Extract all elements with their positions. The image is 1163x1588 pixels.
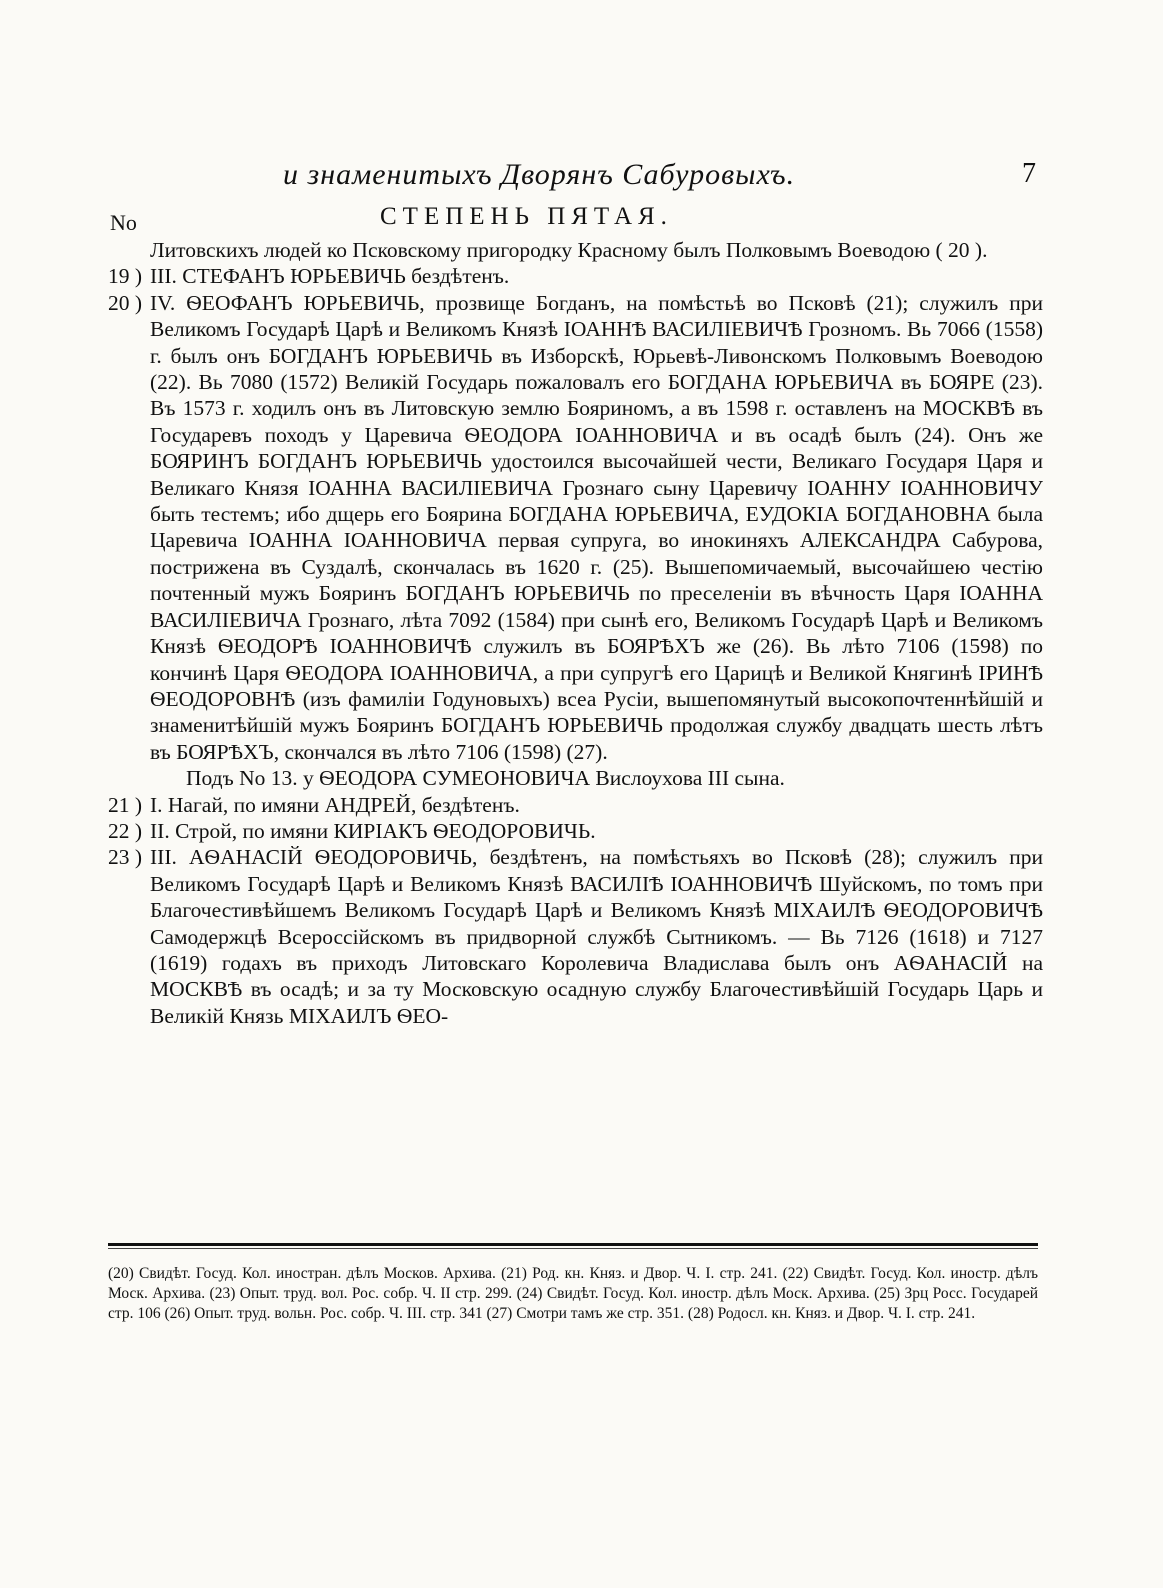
page-number: 7 <box>1022 158 1036 189</box>
footnote-divider-thin <box>108 1248 1038 1249</box>
entry-text: IV. ѲЕОФАНЪ ЮРЬЕВИЧЬ, прозвище Богданъ, на помѣстьѣ во Псковѣ (21); служилъ при Великомъ Государѣ Царѣ и Великомъ Князѣ ІОАННѢ ВАСИЛІЕВИЧѢ Грозномъ. Вь 7066 (1558) г. былъ онъ БОГДАНЪ ЮРЬЕВИЧЬ въ Изборскѣ, Юрьевѣ-Ливонскомъ Полковымъ Воеводою (22). Вь 7080 (1572) Великій Государь пожаловалъ его БОГДАНА ЮРЬЕВИЧА въ БОЯРЕ (23). Въ 1573 г. ходилъ онъ въ Литовскую землю Бояриномъ, а въ 1598 г. оставленъ на МОСКВѢ въ Государевъ походъ у Царевича ѲЕОДОРА ІОАННОВИЧА и въ осадѣ былъ (24). Онъ же БОЯРИНЪ БОГДАНЪ ЮРЬЕВИЧЬ удостоился высочайшей чести, Великаго Государя Царя и Великаго Князя ІОАННА ВАСИЛІЕВИЧА Грознаго сыну Царевичу ІОАННУ ІОАННОВИЧУ быть тестемъ; ибо дщерь его Боярина БОГДАНА ЮРЬЕВИЧА, ЕУДОКІА БОГДАНОВНА была Царевича ІОАННА ІОАННОВИЧА первая супруга, во инокиняхъ АЛЕКСАНДРА Сабурова, пострижена въ Суздалѣ, скончалась въ 1620 г. (25). Вышепомичаемый, высочайшею честію почтенный мужъ Бояринъ БОГДАНЪ ЮРЬЕВИЧЬ по преселеніи въ вѣчность Царя ІОАННА ВАСИЛІЕВИЧА Грознаго, лѣта 7092 (1584) при сынѣ его, Великомъ Государѣ Царѣ и Великомъ Князѣ ѲЕОДОРѢ ІОАННОВИЧѢ служилъ въ БОЯРѢХЪ же (26). Вь лѣто 7106 (1598) по кончинѣ Царя ѲЕОДОРА ІОАННОВИЧА, а при супругѣ его Царицѣ и Великой Княгинѣ ІРИНѢ ѲЕОДОРОВНѢ (изъ фамиліи Годуновыхъ) всеа Русіи, вышепомянутый высокопочтеннѣйшій и знаменитѣйшій мужъ Бояринъ БОГДАНЪ ЮРЬЕВИЧЬ продолжая службу двадцать шесть лѣтъ въ БОЯРѢХЪ, скончался въ лѣто 7106 (1598) (27). <box>150 290 1043 764</box>
entry-text: III. СТЕФАНЪ ЮРЬЕВИЧЬ бездѣтенъ. <box>150 264 510 289</box>
entry-20 <box>108 290 1043 765</box>
entry-text: III. АѲАНАСІЙ ѲЕОДОРОВИЧЬ, бездѣтенъ, на помѣстьяхъ во Псковѣ (28); служилъ при Великомъ Государѣ Царѣ и Великомъ Князѣ ВАСИЛІѢ ІОАННОВИЧѢ Шуйскомъ, по томъ при Благочестивѣйшемъ Великомъ Государѣ Царѣ и Великомъ Князѣ МІХАИЛѢ ѲЕОДОРОВИЧѢ Самодержцѣ Всероссійскомъ въ придворной службѣ Сытникомъ. — Вь 7126 (1618) и 7127 (1619) годахъ въ приходъ Литовскаго Королевича Владислава былъ онъ АѲАНАСІЙ на МОСКВѢ въ осадѣ; и за ту Московскую осадную службу Благочестивѣйшій Государь Царь и Великій Князь МІХАИЛЪ ѲЕО- <box>150 845 1043 1028</box>
entry-text: II. Строй, по имяни КИРІАКЪ ѲЕОДОРОВИЧЬ. <box>150 818 596 843</box>
continued-paragraph: Литовскихъ людей ко Псковскому пригородку Красному былъ Полковымъ Воеводою ( 20 ). <box>150 238 988 262</box>
entry-number: 21 ) <box>108 792 143 817</box>
footnotes: (20) Свидѣт. Госуд. Кол. иностран. дѣлъ Москов. Архива. (21) Род. кн. Княз. и Двор. Ч. I. стр. 241. (22) Свидѣт. Госуд. Кол. иностр. дѣлъ Моск. Архива. (23) Опыт. труд. вол. Рос. собр. Ч. II стр. 299. (24) Свидѣт. Госуд. Кол. иностр. дѣлъ Моск. Архива. (25) Зрц Росс. Государей стр. 106 (26) Опыт. труд. вольн. Рос. собр. Ч. III. стр. 341 (27) Смотри тамъ же стр. 351. (28) Родосл. кн. Княз. и Двор. Ч. I. стр. 241. <box>108 1265 1038 1323</box>
entry-number: 20 ) <box>108 290 143 315</box>
entry-22 <box>108 818 1043 844</box>
entry-number: 23 ) <box>108 845 143 870</box>
running-head <box>0 158 1163 198</box>
no-column-label: No <box>110 210 137 235</box>
running-title: и знаменитыхъ Дворянъ Сабуровыхъ. <box>283 158 796 191</box>
entry-21 <box>108 792 1043 818</box>
section-heading: СТЕПЕНЬ ПЯТАЯ. <box>380 203 673 230</box>
genealogy-entries <box>108 237 1043 1029</box>
entry-23 <box>108 844 1043 1029</box>
branch-subheading: Подъ No 13. у ѲЕОДОРА СУМЕОНОВИЧА Вислоухова III сына. <box>186 766 785 791</box>
entry-19 <box>108 263 1043 289</box>
footnote-divider <box>108 1243 1038 1246</box>
entry-text: I. Нагай, по имяни АНДРЕЙ, бездѣтенъ. <box>150 792 520 817</box>
entry-number: 19 ) <box>108 264 143 289</box>
entry-number: 22 ) <box>108 818 143 843</box>
